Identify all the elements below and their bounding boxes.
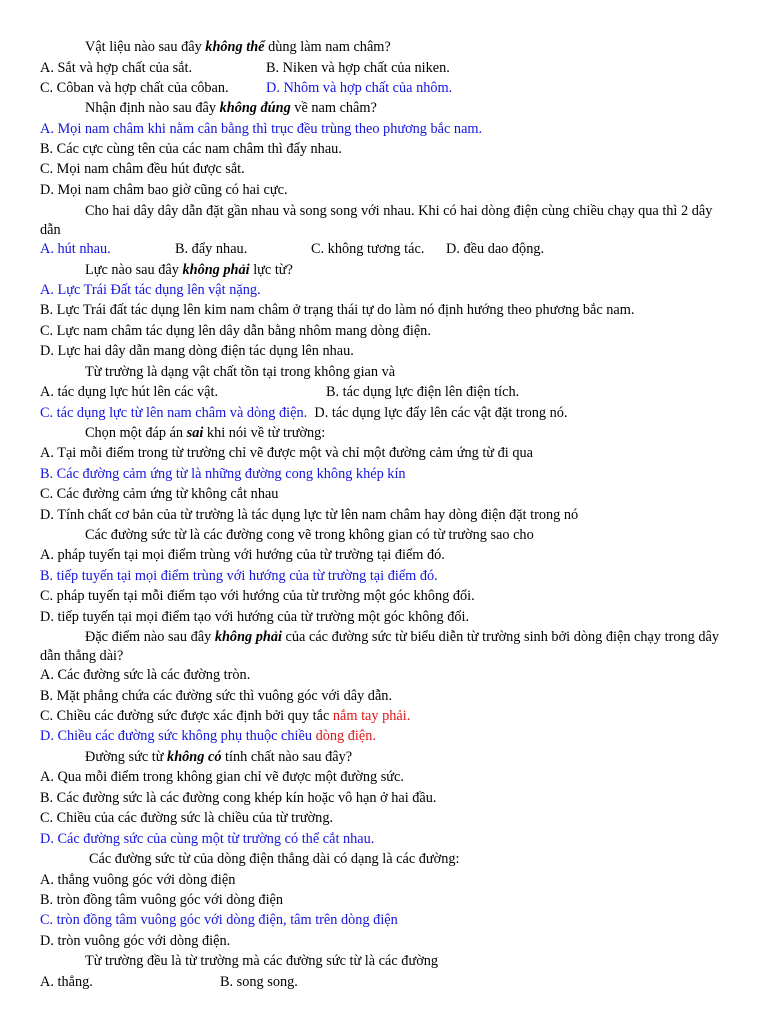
q4-option-b: B. Lực Trái đất tác dụng lên kim nam châm ở trạng thái tự do làm nó định hướng theo phương bắc nam. (40, 302, 635, 318)
q5-option-b: B. tác dụng lực điện lên điện tích. (326, 384, 520, 400)
q3-option-d: D. đều dao động. (446, 241, 545, 257)
q4-option-c: C. Lực nam châm tác dụng lên dây dẫn bằng nhôm mang dòng điện. (40, 323, 431, 339)
q2-option-a-answer: A. Mọi nam châm khi nằm cân bằng thì trục đều trùng theo phương bắc nam. (40, 121, 483, 137)
q10-option-b: B. tròn đồng tâm vuông góc với dòng điện (40, 892, 284, 908)
q3-option-a-answer: A. hút nhau. (40, 241, 111, 257)
q3-option-b: B. đẩy nhau. (175, 241, 248, 257)
q7-option-a: A. pháp tuyến tại mọi điểm trùng với hướng của từ trường tại điểm đó. (40, 547, 445, 563)
q10-option-a: A. thẳng vuông góc với dòng điện (40, 872, 236, 888)
q10-option-c-answer: C. tròn đồng tâm vuông góc với dòng điện, tâm trên dòng điện (40, 912, 398, 928)
question-6: Chọn một đáp án sai khi nói về từ trường: (85, 425, 326, 441)
q6-option-b-answer: B. Các đường cảm ứng từ là những đường cong không khép kín (40, 466, 406, 482)
question-3: Cho hai dây dây dẫn đặt gần nhau và song song với nhau. Khi có hai dòng điện cùng chiều chạy qua thì 2 dây dẫn (40, 203, 713, 238)
q2-option-b: B. Các cực cùng tên của các nam châm thì đẩy nhau. (40, 141, 342, 157)
highlight-text: dòng điện. (315, 728, 376, 744)
q6-option-d: D. Tính chất cơ bản của từ trường là tác dụng lực từ lên nam châm hay dòng điện đặt trong nó (40, 507, 579, 523)
q1-option-b: B. Niken và hợp chất của niken. (266, 60, 450, 76)
q9-option-d-answer: D. Các đường sức của cùng một từ trường có thể cắt nhau. (40, 831, 375, 847)
q5-option-c-answer: C. tác dụng lực từ lên nam châm và dòng điện. (40, 405, 308, 421)
q6-option-c: C. Các đường cảm ứng từ không cắt nhau (40, 486, 279, 502)
q9-option-a: A. Qua mỗi điểm trong không gian chỉ vẽ được một đường sức. (40, 769, 404, 785)
question-9: Đường sức từ không có tính chất nào sau đây? (85, 749, 353, 765)
q5-option-d: D. tác dụng lực đẩy lên các vật đặt trong nó. (314, 405, 568, 421)
q7-option-c: C. pháp tuyến tại mỗi điểm tạo với hướng của từ trường một góc không đổi. (40, 588, 475, 604)
q9-option-c: C. Chiều của các đường sức là chiều của từ trường. (40, 810, 334, 826)
question-4: Lực nào sau đây không phải lực từ? (85, 262, 293, 278)
q8-option-d-answer: D. Chiều các đường sức không phụ thuộc chiều dòng điện. (40, 728, 376, 744)
q4-option-d: D. Lực hai dây dẫn mang dòng điện tác dụng lên nhau. (40, 343, 354, 359)
question-1: Vật liệu nào sau đây không thể dùng làm nam châm? (85, 39, 391, 55)
q10-option-d: D. tròn vuông góc với dòng điện. (40, 933, 231, 949)
question-11: Từ trường đều là từ trường mà các đường sức từ là các đường (85, 953, 439, 969)
question-10: Các đường sức từ của dòng điện thẳng dài có dạng là các đường: (89, 851, 460, 867)
q3-option-c: C. không tương tác. (311, 241, 425, 257)
question-5: Từ trường là dạng vật chất tồn tại trong không gian và (85, 364, 396, 380)
question-2: Nhận định nào sau đây không đúng về nam châm? (85, 100, 377, 116)
q2-option-c: C. Mọi nam châm đều hút được sắt. (40, 161, 245, 177)
question-7: Các đường sức từ là các đường cong vẽ trong không gian có từ trường sao cho (85, 527, 534, 543)
question-8: Đặc điểm nào sau đây không phải của các đường sức từ biểu diễn từ trường sinh bởi dòng điện chạy trong dây dẫn thẳng dài? (40, 629, 720, 664)
q2-option-d: D. Mọi nam châm bao giờ cũng có hai cực. (40, 182, 288, 198)
highlight-text: nắm tay phải. (332, 708, 411, 724)
q7-option-b-answer: B. tiếp tuyến tại mọi điểm trùng với hướng của từ trường tại điểm đó. (40, 568, 438, 584)
q8-option-b: B. Mặt phẳng chứa các đường sức thì vuông góc với dây dẫn. (40, 688, 393, 704)
q1-option-c: C. Côban và hợp chất của côban. (40, 80, 229, 96)
q8-option-c: C. Chiều các đường sức được xác định bởi quy tắc nắm tay phải. (40, 708, 411, 724)
q6-option-a: A. Tại mỗi điểm trong từ trường chỉ vẽ được một và chỉ một đường cảm ứng từ đi qua (40, 445, 533, 461)
q11-option-a: A. thẳng. (40, 974, 93, 990)
q4-option-a-answer: A. Lực Trái Đất tác dụng lên vật nặng. (40, 282, 261, 298)
q5-option-a: A. tác dụng lực hút lên các vật. (40, 384, 219, 400)
q9-option-b: B. Các đường sức là các đường cong khép kín hoặc vô hạn ở hai đầu. (40, 790, 437, 806)
q8-option-a: A. Các đường sức là các đường tròn. (40, 667, 251, 683)
q1-option-a: A. Sắt và hợp chất của sắt. (40, 60, 193, 76)
q11-option-b: B. song song. (220, 974, 298, 990)
q5-options-row-2 (40, 404, 728, 422)
q7-option-d: D. tiếp tuyến tại mọi điểm tạo với hướng của từ trường một góc không đổi. (40, 609, 470, 625)
q1-option-d-answer: D. Nhôm và hợp chất của nhôm. (266, 80, 453, 96)
